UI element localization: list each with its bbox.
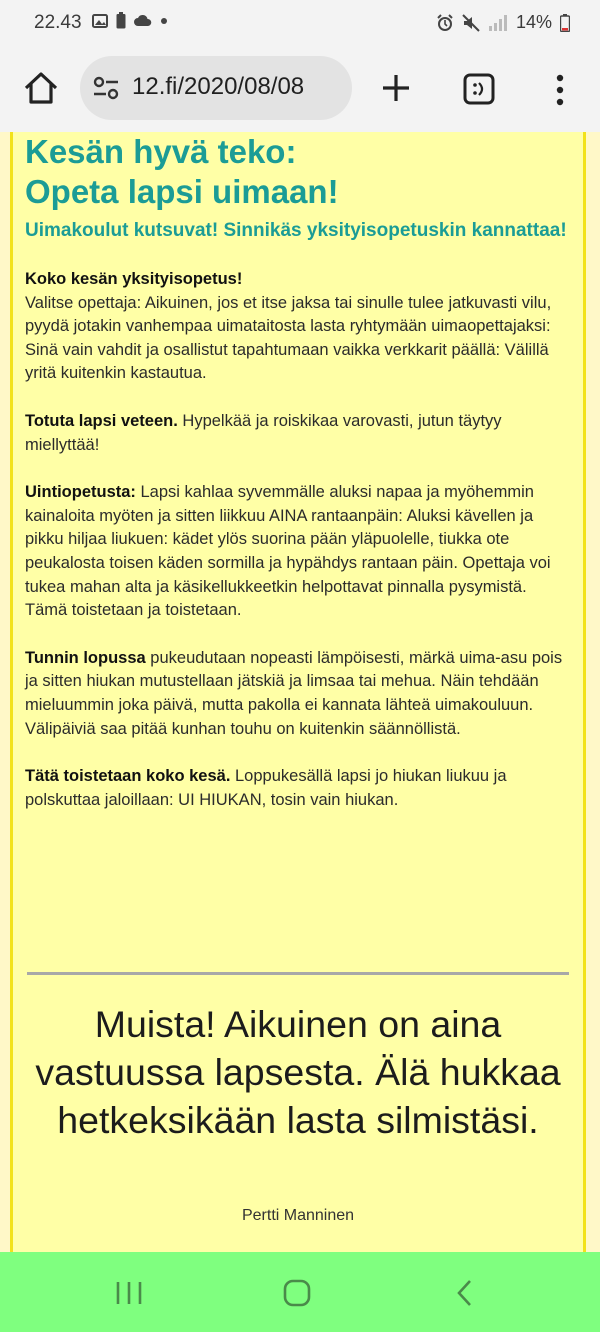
page-content: [0, 132, 600, 1252]
new-tab-icon: [378, 70, 414, 106]
browser-toolbar: [0, 46, 600, 132]
site-settings-icon[interactable]: [92, 74, 122, 102]
status-left-icons: [92, 12, 168, 29]
status-bar: [0, 0, 600, 46]
title-line-2: Opeta lapsi uimaan!: [25, 173, 339, 210]
more-menu-button[interactable]: [548, 70, 572, 110]
section-whole-summer: [25, 765, 573, 812]
battery-saver-icon: [116, 12, 126, 29]
new-tab-button[interactable]: [378, 70, 414, 106]
recent-apps-button[interactable]: [114, 1280, 144, 1306]
navigation-bar: [0, 1252, 600, 1332]
section-text: Loppukesällä lapsi jo hiukan liukuu ja polskuttaa jaloillaan: UI HIUKAN, tosin vain hiukan.: [25, 767, 507, 809]
signal-icon: [488, 15, 508, 31]
article-title: [25, 132, 573, 212]
section-lead: Uintiopetusta:: [25, 483, 136, 502]
home-nav-button[interactable]: [283, 1279, 311, 1307]
battery-icon: [560, 14, 570, 32]
section-private-lessons: [25, 268, 573, 386]
divider: [27, 972, 569, 975]
home-icon: [20, 68, 62, 110]
cloud-icon: [134, 14, 152, 27]
tab-switcher-icon: [462, 72, 496, 106]
url-bar[interactable]: [80, 56, 352, 120]
home-nav-icon: [283, 1279, 311, 1307]
section-water-intro: [25, 410, 573, 457]
more-menu-icon: [548, 70, 572, 110]
safety-warning: Muista! Aikuinen on aina vastuussa lapsesta. Älä hukkaa hetkeksikään lasta silmistäsi.: [35, 1003, 561, 1141]
section-text: pukeudutaan nopeasti lämpöisesti, märkä uima-asu pois ja sitten hiukan mutustellaan jätskiä ja limsaa tai mehua. Näin tehdään mieluummin joka päivä, mutta pakolla ei kannata lähteä uimakouluun. Välipäiviä saa pitää kunhan touhu on kuitenkin säännöllistä.: [25, 648, 563, 738]
home-button[interactable]: [20, 68, 62, 110]
back-icon: [454, 1278, 474, 1308]
section-lead: Totuta lapsi veteen.: [25, 411, 178, 430]
status-right-icons: [436, 12, 570, 33]
tab-switcher-button[interactable]: [462, 72, 496, 106]
gallery-icon: [92, 13, 108, 29]
article-body: [25, 132, 573, 812]
section-lead: Tätä toistetaan koko kesä.: [25, 767, 231, 786]
dot-icon: [160, 17, 168, 25]
section-text: Valitse opettaja: Aikuinen, jos et itse jaksa tai sinulle tulee jatkuvasti vilu, pyydä jotakin vanhempaa uimataitosta lasta ryhtymään uimaopettajaksi: Sinä vain vahdit ja osallistut tapahtumaan vaikka verkkarit päällä: Välillä yritä kuitenkin kastautua.: [25, 293, 552, 383]
section-text: Hypelkää ja roiskikaa varovasti, jutun täytyy miellyttää!: [25, 411, 502, 454]
author-name: Pertti Manninen: [241, 1207, 355, 1224]
status-time: 22.43: [34, 12, 82, 33]
section-lead: Koko kesän yksityisopetus!: [25, 270, 243, 288]
alarm-icon: [436, 14, 454, 32]
section-end-of-lesson: [25, 647, 573, 741]
mute-icon: [462, 14, 480, 32]
title-line-1: Kesän hyvä teko:: [25, 133, 297, 170]
section-lead: Tunnin lopussa: [25, 648, 146, 667]
section-swim-lessons: [25, 481, 573, 623]
article-subtitle: Uimakoulut kutsuvat! Sinnikäs yksityisopetuskin kannattaa!: [25, 220, 567, 241]
back-button[interactable]: [454, 1278, 474, 1308]
section-text: Lapsi kahlaa syvemmälle aluksi napaa ja myöhemmin kainaloita myöten ja sitten liikkuu AINA rantaanpäin: Aluksi kävellen ja pikku hiljaa liukuen: kädet ylös suorina pään yläpuolelle, tiukka ote peukalosta toisen käden sormilla ja hypähdys rantaan päin. Opettaja voi tukea mahan alta ja käsikellukkeetkin helpottavat pinnalla pysymistä. Tämä toistetaan ja toistetaan.: [25, 483, 551, 620]
battery-percent: 14%: [515, 12, 552, 32]
article-frame: [10, 132, 586, 1252]
url-text[interactable]: 12.fi/2020/08/08: [132, 73, 305, 100]
recent-apps-icon: [114, 1280, 144, 1306]
